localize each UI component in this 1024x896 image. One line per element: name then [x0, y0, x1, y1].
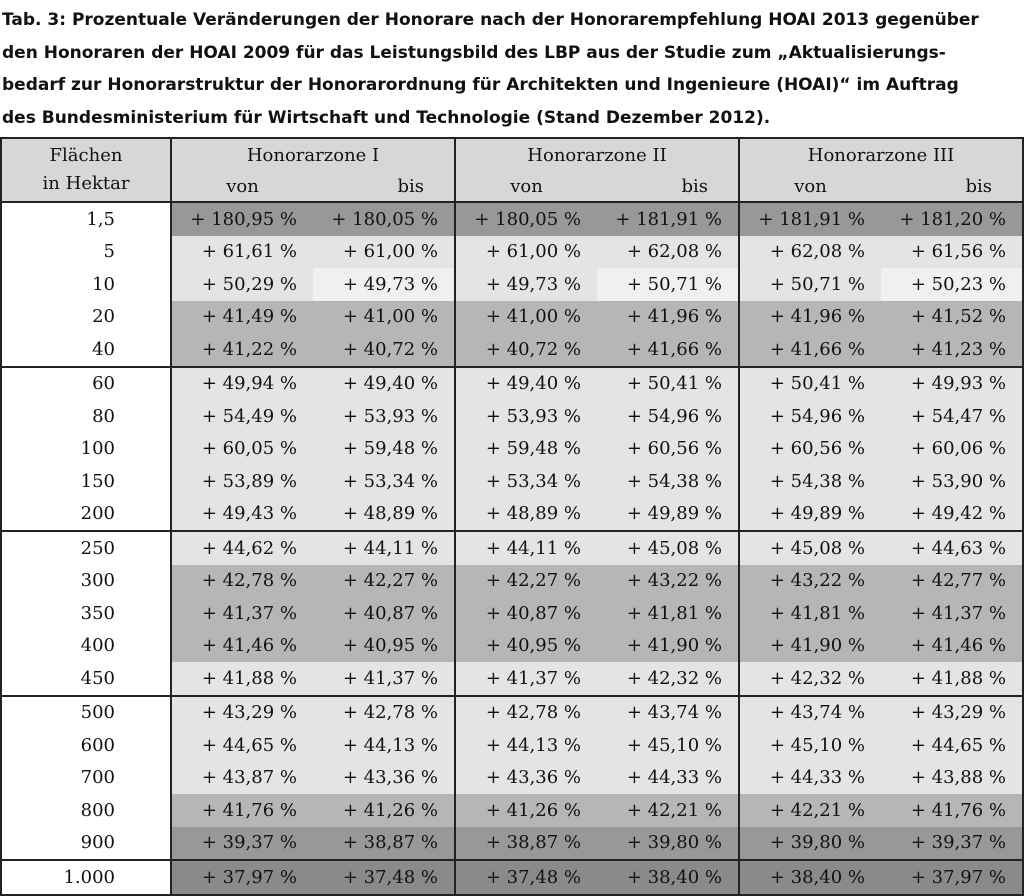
value-cell-bis: + 41,23 %: [881, 333, 1023, 367]
zone-header: Honorarzone III: [739, 138, 1023, 171]
table-row: [1, 400, 1023, 433]
value-cell-von: + 48,89 %: [455, 498, 597, 532]
value-cell-von: + 42,27 %: [455, 565, 597, 598]
value-cell-von: + 180,05 %: [455, 202, 597, 236]
value-cell-bis: + 53,34 %: [313, 465, 455, 498]
value-cell-bis: + 43,74 %: [597, 696, 739, 730]
area-cell: 900: [1, 827, 171, 861]
caption-line: Tab. 3: Prozentuale Veränderungen der Honorare nach der Honorarempfehlung HOAI 2013 gegenüber: [2, 10, 979, 30]
area-cell: 40: [1, 333, 171, 367]
sub-header-bis: bis: [597, 171, 739, 202]
value-cell-von: + 44,62 %: [171, 531, 313, 565]
value-cell-von: + 43,87 %: [171, 762, 313, 795]
area-cell: 400: [1, 630, 171, 663]
value-cell-von: + 49,40 %: [455, 367, 597, 401]
area-cell: 450: [1, 662, 171, 696]
value-cell-bis: + 42,77 %: [881, 565, 1023, 598]
value-cell-bis: + 45,08 %: [597, 531, 739, 565]
value-cell-bis: + 43,36 %: [313, 762, 455, 795]
value-cell-von: + 38,87 %: [455, 827, 597, 861]
value-cell-von: + 49,89 %: [739, 498, 881, 532]
value-cell-von: + 41,00 %: [455, 301, 597, 334]
value-cell-von: + 62,08 %: [739, 236, 881, 269]
value-cell-bis: + 42,32 %: [597, 662, 739, 696]
table-caption: [2, 4, 1024, 134]
value-cell-bis: + 61,00 %: [313, 236, 455, 269]
value-cell-von: + 60,05 %: [171, 433, 313, 466]
value-cell-von: + 42,21 %: [739, 794, 881, 827]
zone-header: Honorarzone II: [455, 138, 739, 171]
table-row: [1, 565, 1023, 598]
value-cell-bis: + 41,96 %: [597, 301, 739, 334]
value-cell-von: + 41,66 %: [739, 333, 881, 367]
value-cell-bis: + 43,29 %: [881, 696, 1023, 730]
value-cell-von: + 40,95 %: [455, 630, 597, 663]
area-cell: 1,5: [1, 202, 171, 236]
value-cell-von: + 53,93 %: [455, 400, 597, 433]
value-cell-bis: + 50,71 %: [597, 268, 739, 301]
value-cell-bis: + 48,89 %: [313, 498, 455, 532]
value-cell-bis: + 54,96 %: [597, 400, 739, 433]
zone-header: Honorarzone I: [171, 138, 455, 171]
value-cell-von: + 43,29 %: [171, 696, 313, 730]
sub-header-von: von: [455, 171, 597, 202]
value-cell-von: + 44,13 %: [455, 729, 597, 762]
value-cell-von: + 41,49 %: [171, 301, 313, 334]
value-cell-bis: + 181,20 %: [881, 202, 1023, 236]
value-cell-bis: + 40,87 %: [313, 597, 455, 630]
table-row: [1, 662, 1023, 696]
value-cell-von: + 181,91 %: [739, 202, 881, 236]
sub-header-bis: bis: [881, 171, 1023, 202]
table-row: [1, 597, 1023, 630]
table-row: [1, 367, 1023, 401]
area-cell: 1.000: [1, 860, 171, 895]
table-row: [1, 301, 1023, 334]
value-cell-bis: + 60,56 %: [597, 433, 739, 466]
area-cell: 300: [1, 565, 171, 598]
fee-change-table: [0, 137, 1024, 896]
value-cell-bis: + 44,11 %: [313, 531, 455, 565]
value-cell-bis: + 41,52 %: [881, 301, 1023, 334]
value-cell-von: + 44,11 %: [455, 531, 597, 565]
value-cell-bis: + 37,48 %: [313, 860, 455, 895]
table-row: [1, 630, 1023, 663]
table-row: [1, 433, 1023, 466]
value-cell-von: + 44,65 %: [171, 729, 313, 762]
caption-line: den Honoraren der HOAI 2009 für das Leistungsbild des LBP aus der Studie zum „Aktualisierungs-: [2, 42, 946, 63]
area-cell: 60: [1, 367, 171, 401]
value-cell-bis: + 53,93 %: [313, 400, 455, 433]
value-cell-von: + 42,78 %: [171, 565, 313, 598]
table-row: [1, 465, 1023, 498]
table-row: [1, 827, 1023, 861]
value-cell-bis: + 41,76 %: [881, 794, 1023, 827]
value-cell-von: + 41,37 %: [455, 662, 597, 696]
value-cell-bis: + 41,37 %: [313, 662, 455, 696]
value-cell-von: + 43,22 %: [739, 565, 881, 598]
value-cell-bis: + 41,26 %: [313, 794, 455, 827]
value-cell-bis: + 49,40 %: [313, 367, 455, 401]
value-cell-bis: + 49,93 %: [881, 367, 1023, 401]
value-cell-von: + 41,90 %: [739, 630, 881, 663]
table-row: [1, 762, 1023, 795]
caption-line: bedarf zur Honorarstruktur der Honorarordnung für Architekten und Ingenieure (HOAI)“ im Auftrag: [2, 75, 959, 95]
value-cell-von: + 61,61 %: [171, 236, 313, 269]
value-cell-bis: + 41,90 %: [597, 630, 739, 663]
value-cell-bis: + 44,13 %: [313, 729, 455, 762]
value-cell-bis: + 41,46 %: [881, 630, 1023, 663]
value-cell-von: + 41,37 %: [171, 597, 313, 630]
value-cell-von: + 43,36 %: [455, 762, 597, 795]
value-cell-bis: + 41,88 %: [881, 662, 1023, 696]
table-row: [1, 696, 1023, 730]
sub-header-von: von: [739, 171, 881, 202]
value-cell-bis: + 39,37 %: [881, 827, 1023, 861]
area-cell: 200: [1, 498, 171, 532]
table-row: [1, 794, 1023, 827]
area-cell: 350: [1, 597, 171, 630]
value-cell-bis: + 45,10 %: [597, 729, 739, 762]
area-cell: 10: [1, 268, 171, 301]
value-cell-von: + 41,88 %: [171, 662, 313, 696]
area-cell: 500: [1, 696, 171, 730]
value-cell-bis: + 61,56 %: [881, 236, 1023, 269]
value-cell-bis: + 53,90 %: [881, 465, 1023, 498]
value-cell-bis: + 54,38 %: [597, 465, 739, 498]
table-body: [1, 202, 1023, 895]
value-cell-von: + 49,43 %: [171, 498, 313, 532]
value-cell-bis: + 54,47 %: [881, 400, 1023, 433]
value-cell-von: + 180,95 %: [171, 202, 313, 236]
value-cell-von: + 61,00 %: [455, 236, 597, 269]
value-cell-von: + 44,33 %: [739, 762, 881, 795]
area-cell: 600: [1, 729, 171, 762]
value-cell-von: + 54,38 %: [739, 465, 881, 498]
caption-line: des Bundesministerium für Wirtschaft und Technologie (Stand Dezember 2012).: [2, 107, 771, 128]
table-row: [1, 236, 1023, 269]
area-cell: 5: [1, 236, 171, 269]
value-cell-bis: + 181,91 %: [597, 202, 739, 236]
value-cell-bis: + 41,66 %: [597, 333, 739, 367]
value-cell-von: + 41,81 %: [739, 597, 881, 630]
value-cell-von: + 42,78 %: [455, 696, 597, 730]
value-cell-von: + 41,76 %: [171, 794, 313, 827]
value-cell-bis: + 39,80 %: [597, 827, 739, 861]
table-row: [1, 531, 1023, 565]
value-cell-bis: + 49,89 %: [597, 498, 739, 532]
table-row: [1, 729, 1023, 762]
value-cell-bis: + 41,37 %: [881, 597, 1023, 630]
value-cell-von: + 41,26 %: [455, 794, 597, 827]
value-cell-von: + 39,80 %: [739, 827, 881, 861]
value-cell-bis: + 38,87 %: [313, 827, 455, 861]
value-cell-von: + 45,08 %: [739, 531, 881, 565]
value-cell-bis: + 41,00 %: [313, 301, 455, 334]
value-cell-von: + 37,97 %: [171, 860, 313, 895]
value-cell-bis: + 40,72 %: [313, 333, 455, 367]
value-cell-von: + 42,32 %: [739, 662, 881, 696]
table-row: [1, 333, 1023, 367]
table-row: [1, 860, 1023, 895]
value-cell-von: + 53,34 %: [455, 465, 597, 498]
value-cell-bis: + 50,41 %: [597, 367, 739, 401]
table-row: [1, 498, 1023, 532]
value-cell-von: + 49,73 %: [455, 268, 597, 301]
value-cell-bis: + 43,22 %: [597, 565, 739, 598]
value-cell-bis: + 38,40 %: [597, 860, 739, 895]
table-header: [1, 138, 1023, 202]
value-cell-bis: + 44,63 %: [881, 531, 1023, 565]
value-cell-von: + 50,29 %: [171, 268, 313, 301]
value-cell-von: + 41,22 %: [171, 333, 313, 367]
area-cell: 100: [1, 433, 171, 466]
value-cell-von: + 59,48 %: [455, 433, 597, 466]
value-cell-von: + 49,94 %: [171, 367, 313, 401]
area-cell: 250: [1, 531, 171, 565]
table-row: [1, 202, 1023, 236]
value-cell-bis: + 180,05 %: [313, 202, 455, 236]
area-cell: 700: [1, 762, 171, 795]
value-cell-bis: + 44,33 %: [597, 762, 739, 795]
value-cell-bis: + 44,65 %: [881, 729, 1023, 762]
value-cell-bis: + 49,73 %: [313, 268, 455, 301]
value-cell-von: + 43,74 %: [739, 696, 881, 730]
area-header-line: in Hektar: [42, 173, 130, 194]
value-cell-von: + 54,49 %: [171, 400, 313, 433]
value-cell-von: + 39,37 %: [171, 827, 313, 861]
value-cell-bis: + 49,42 %: [881, 498, 1023, 532]
value-cell-bis: + 37,97 %: [881, 860, 1023, 895]
value-cell-bis: + 43,88 %: [881, 762, 1023, 795]
value-cell-bis: + 59,48 %: [313, 433, 455, 466]
value-cell-von: + 41,96 %: [739, 301, 881, 334]
value-cell-von: + 40,72 %: [455, 333, 597, 367]
value-cell-bis: + 42,27 %: [313, 565, 455, 598]
area-column-header: [1, 138, 171, 202]
value-cell-bis: + 50,23 %: [881, 268, 1023, 301]
value-cell-bis: + 42,78 %: [313, 696, 455, 730]
area-cell: 150: [1, 465, 171, 498]
value-cell-bis: + 62,08 %: [597, 236, 739, 269]
value-cell-bis: + 40,95 %: [313, 630, 455, 663]
value-cell-bis: + 60,06 %: [881, 433, 1023, 466]
value-cell-von: + 50,41 %: [739, 367, 881, 401]
area-cell: 20: [1, 301, 171, 334]
value-cell-von: + 40,87 %: [455, 597, 597, 630]
value-cell-von: + 41,46 %: [171, 630, 313, 663]
value-cell-von: + 50,71 %: [739, 268, 881, 301]
sub-header-von: von: [171, 171, 313, 202]
value-cell-von: + 37,48 %: [455, 860, 597, 895]
table-row: [1, 268, 1023, 301]
value-cell-von: + 45,10 %: [739, 729, 881, 762]
area-cell: 80: [1, 400, 171, 433]
value-cell-bis: + 41,81 %: [597, 597, 739, 630]
area-header-line: Flächen: [49, 145, 123, 166]
value-cell-von: + 53,89 %: [171, 465, 313, 498]
area-cell: 800: [1, 794, 171, 827]
value-cell-von: + 38,40 %: [739, 860, 881, 895]
sub-header-bis: bis: [313, 171, 455, 202]
value-cell-von: + 54,96 %: [739, 400, 881, 433]
value-cell-bis: + 42,21 %: [597, 794, 739, 827]
value-cell-von: + 60,56 %: [739, 433, 881, 466]
